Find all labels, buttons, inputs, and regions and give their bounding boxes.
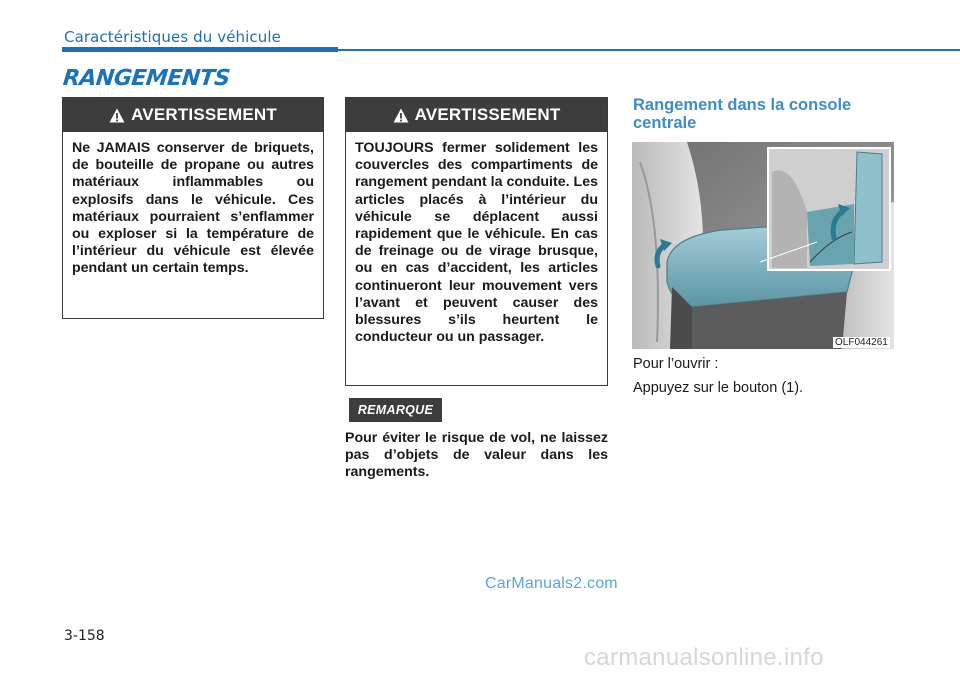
warning-triangle-icon (393, 108, 409, 123)
warning-heading: AVERTISSEMENT (131, 105, 277, 124)
warning-box-flammables (62, 97, 324, 319)
press-button-instruction: Appuyez sur le bouton (1). (633, 380, 804, 396)
site-watermark[interactable]: CarManuals2.com (485, 575, 618, 592)
console-illustration (632, 142, 894, 349)
open-instruction: Pour l’ouvrir : (633, 356, 719, 372)
page-number: 3-158 (64, 628, 105, 644)
remark-text: Pour éviter le risque de vol, ne laissez pas d’objets de valeur dans les rangements. (345, 430, 608, 481)
warning-header (63, 98, 323, 132)
footer-watermark: carmanualsonline.info (584, 644, 824, 671)
warning-heading: AVERTISSEMENT (414, 105, 561, 124)
warning-text: Ne JAMAIS conserver de briquets, de bouteille de propane ou autres matériaux inflammables ou explosifs dans le véhicule. Ces matériaux pourraient s’enflammer ou exploser si la température de l’intérieur du véhicule est élevée pendant un certain temps. (72, 140, 314, 277)
warning-box-close-lids (345, 97, 608, 386)
header-rule-thin (338, 49, 960, 51)
console-heading: Rangement dans la console centrale (633, 96, 852, 132)
remark-badge: REMARQUE (349, 398, 442, 422)
section-title: RANGEMENTS (61, 66, 231, 91)
warning-text: TOUJOURS fermer solidement les couvercles des compartiments de rangement pendant la conduite. Les articles placés à l’intérieur du véhicule se déplacent aussi rapidement que le véhicule. En cas de freinage ou de virage brusque, ou en cas d’accident, les articles continueront leur mouvement vers l’avant et peuvent causer des blessures s’ils heurtent le conducteur ou un passager. (355, 140, 598, 346)
warning-triangle-icon (109, 108, 125, 123)
chapter-title: Caractéristiques du véhicule (64, 28, 281, 46)
warning-header (346, 98, 607, 132)
image-code: OLF044261 (835, 337, 888, 348)
header-rule-thick (62, 47, 338, 52)
